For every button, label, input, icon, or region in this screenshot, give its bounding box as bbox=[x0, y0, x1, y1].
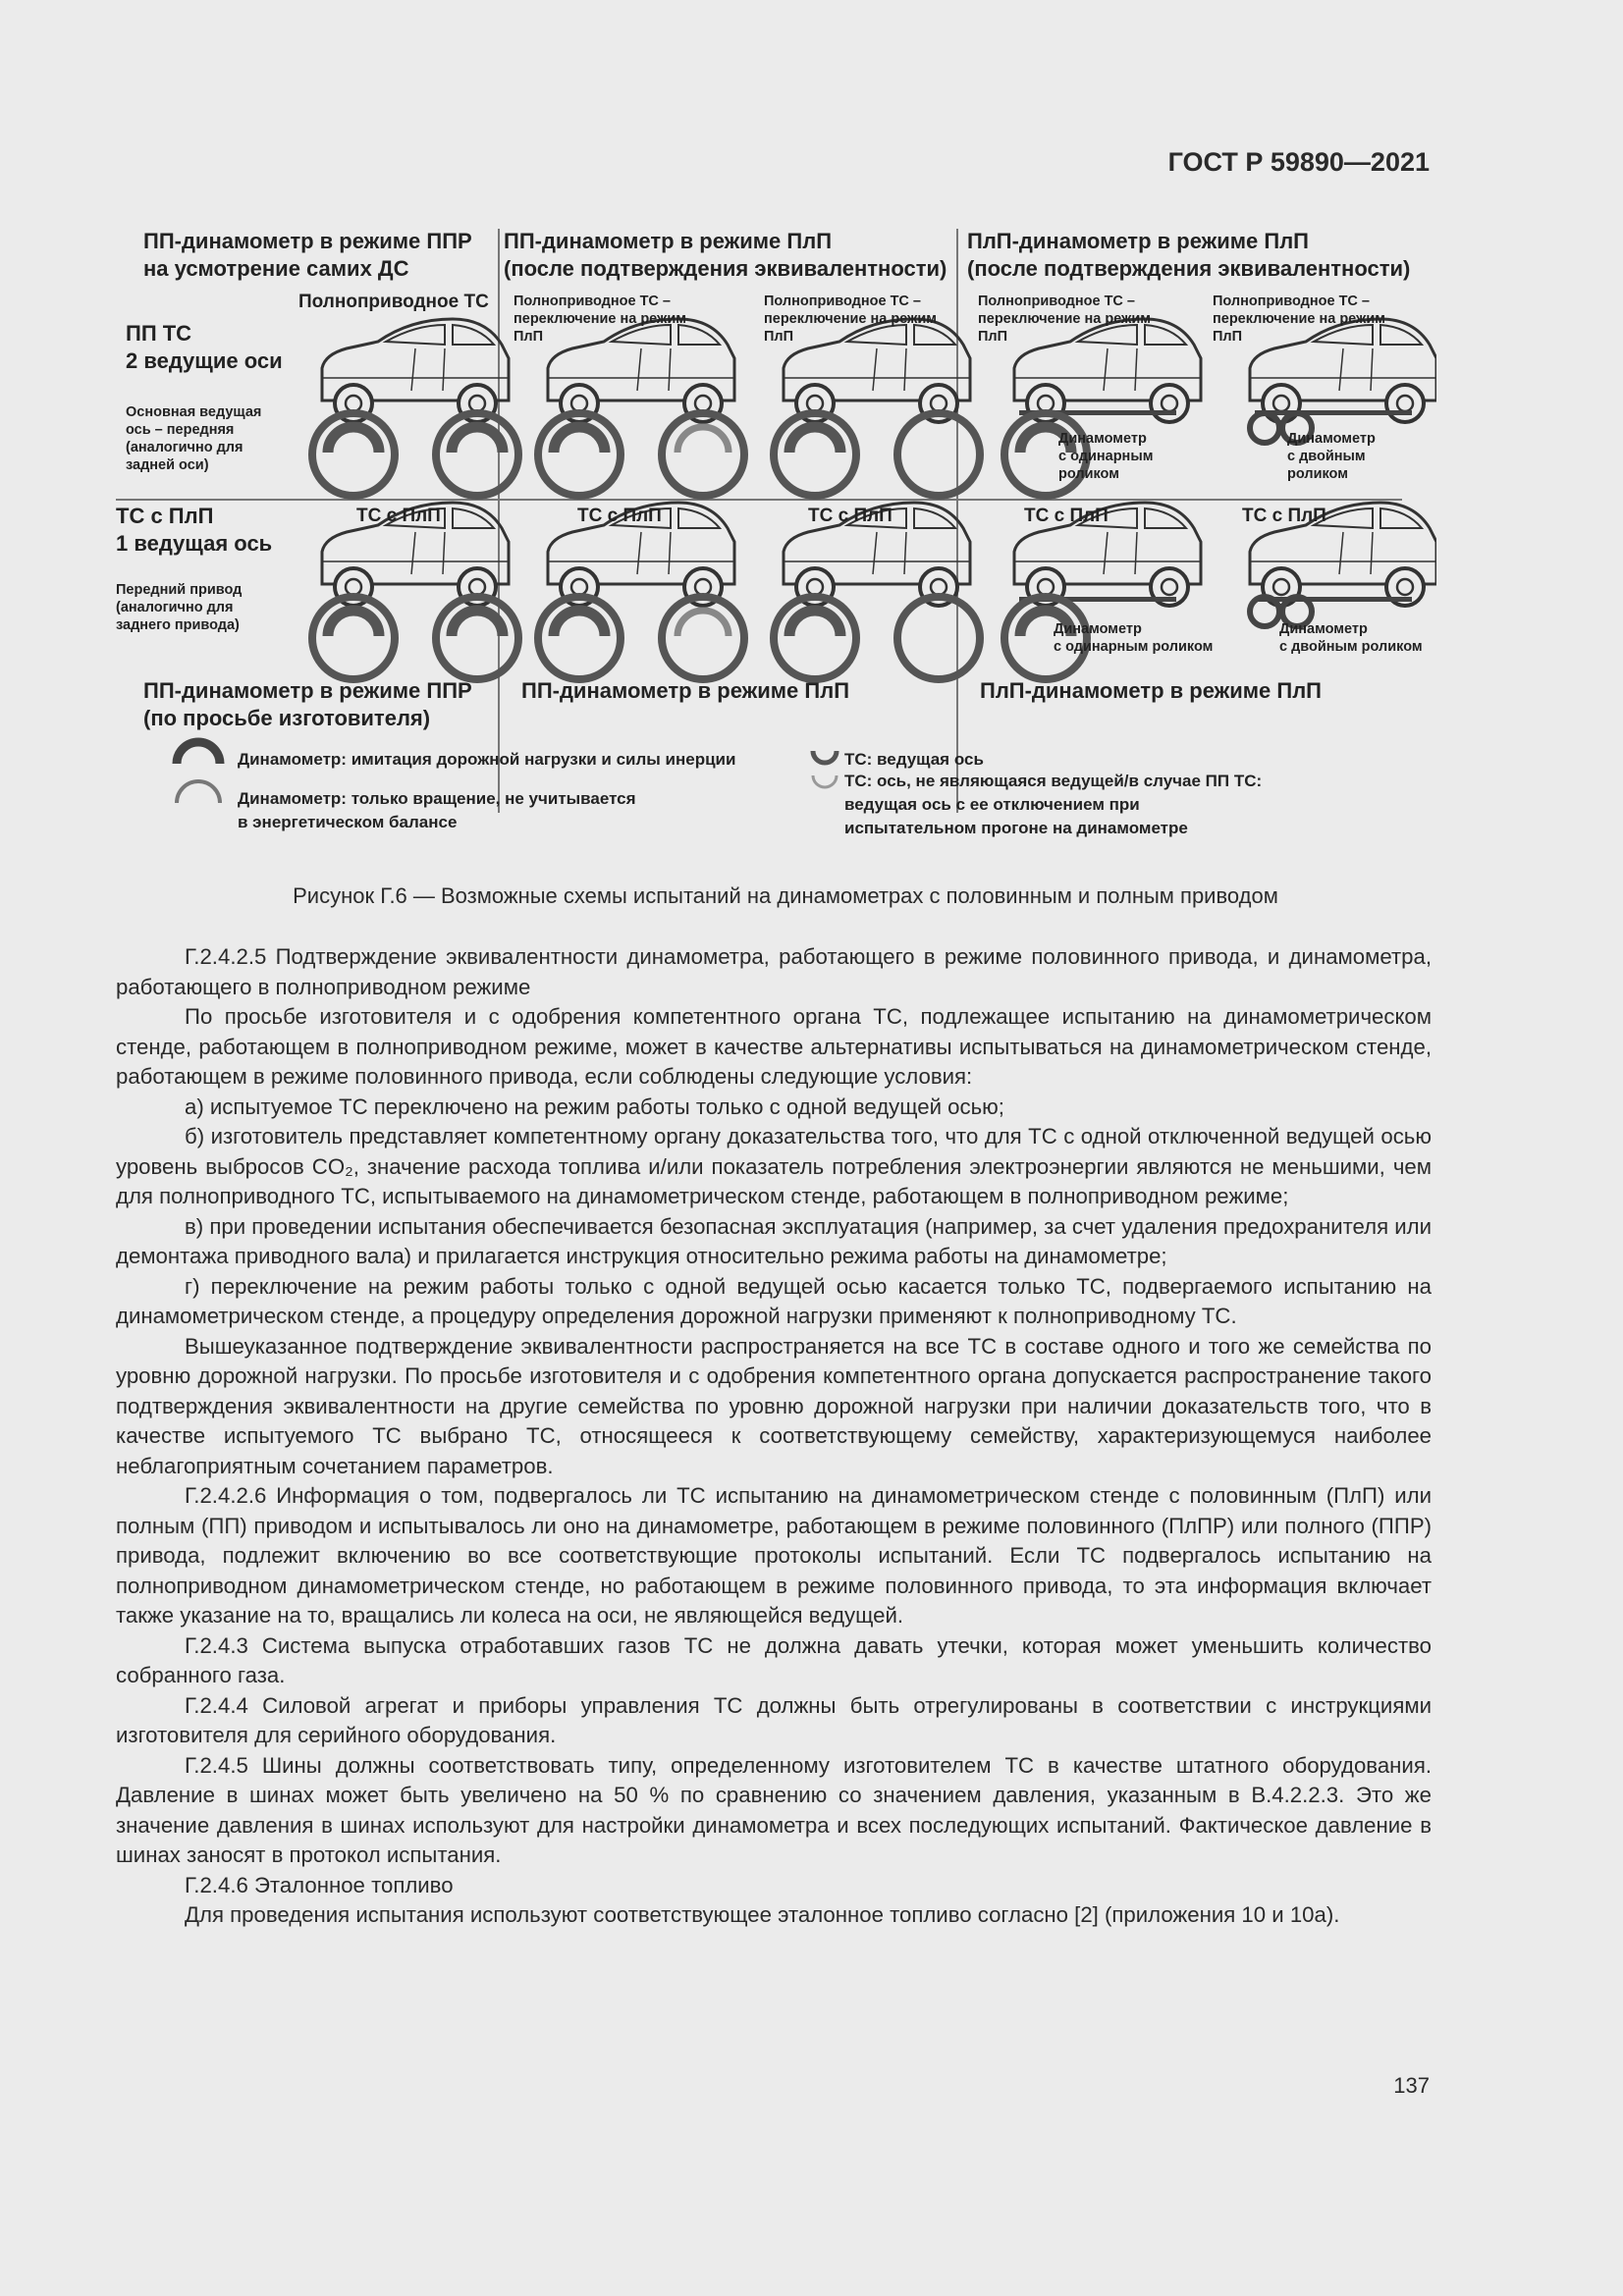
legend-dyn-rot: Динамометр: только вращение, не учитывается в энергетическом балансе bbox=[238, 789, 636, 831]
col3-title: ПлП-динамометр в режиме ПлП (после подтверждения эквивалентности) bbox=[967, 229, 1411, 281]
paragraph: Г.2.4.2.5 Подтверждение эквивалентности динамометра, работающего в режиме половинного привода, и динамометра, работающего в полноприводном режиме bbox=[116, 944, 1432, 999]
row1-label: ПП ТС 2 ведущие оси bbox=[126, 321, 283, 373]
row2-dyn-single: Динамометр с одинарным роликом bbox=[1054, 621, 1214, 655]
figure-g6 bbox=[116, 224, 1436, 852]
legend-dyn-full: Динамометр: имитация дорожной нагрузки и силы инерции bbox=[238, 750, 736, 769]
paragraph: в) при проведении испытания обеспечивается безопасная эксплуатация (например, за счет удаления предохранителя или демонтажа приводного вала) и прилагается инструкция относительно режима работы на динамометре; bbox=[116, 1213, 1432, 1268]
row2-label: ТС с ПлП 1 ведущая ось bbox=[116, 504, 273, 556]
car-label-r2c3a: ТС с ПлП bbox=[1024, 506, 1109, 526]
car-label-c1: Полноприводное ТС bbox=[298, 292, 489, 312]
col2-title: ПП-динамометр в режиме ПлП (после подтверждения эквивалентности) bbox=[504, 229, 947, 281]
paragraph: Г.2.4.2.6 Информация о том, подвергалось ли ТС испытанию на динамометрическом стенде с половинным (ПлП) или полным (ПП) приводом и испытывалось ли оно на динамометре, работающем в режиме половинного (ПлПР) или полного (ППР) привода, подлежит включению во все соответствующие протоколы испытаний. Если ТС подвергалось испытанию на полноприводном динамометрическом стенде, но работающем в режиме половинного привода, то эта информация включает также указание на то, вращались ли колеса на оси, не являющейся ведущей. bbox=[116, 1483, 1432, 1628]
standard-header: ГОСТ Р 59890—2021 bbox=[1167, 147, 1430, 177]
car-label-c2a: Полноприводное ТС – переключение на режим ПлП bbox=[514, 294, 686, 345]
paragraph: б) изготовитель представляет компетентному органу доказательства того, что для ТС с одной отключенной ведущей осью уровень выбросов CO₂, значение расхода топлива и/или показатель потребления электроэнергии являются не меньшими, чем для полноприводного ТС, испытываемого на динамометрическом стенде, работающем в полноприводном режиме; bbox=[116, 1124, 1432, 1208]
paragraph: Вышеуказанное подтверждение эквивалентности распространяется на все ТС в составе одного и того же семейства по уровню дорожной нагрузки. По просьбе изготовителя и с одобрения компетентного органа допускается распространение такого подтверждения эквивалентности на другие семейства по уровню дорожной нагрузки при наличии доказательств того, что в качестве испытуемого ТС выбрано ТС, относящееся к соответствующему семейству, характеризующемуся наиболее неблагоприятным сочетанием параметров. bbox=[116, 1333, 1432, 1478]
paragraph: а) испытуемое ТС переключено на режим работы только с одной ведущей осью; bbox=[185, 1094, 1004, 1119]
col1-title: ПП-динамометр в режиме ППР на усмотрение самих ДС bbox=[143, 229, 472, 281]
paragraph: Г.2.4.6 Эталонное топливо bbox=[185, 1872, 454, 1897]
body-text bbox=[116, 942, 1432, 1931]
car-label-r2c3b: ТС с ПлП bbox=[1242, 506, 1326, 526]
car-label-c3a: Полноприводное ТС – переключение на режим ПлП bbox=[978, 294, 1151, 345]
row1-note: Основная ведущая ось – передняя (аналогично для задней оси) bbox=[126, 404, 262, 473]
paragraph: Г.2.4.3 Система выпуска отработавших газов ТС не должна давать утечки, которая может уменьшить количество собранного газа. bbox=[116, 1632, 1432, 1687]
row2-dyn-double: Динамометр с двойным роликом bbox=[1279, 621, 1423, 655]
car-label-c3b: Полноприводное ТС – переключение на режим ПлП bbox=[1213, 294, 1385, 345]
paragraph: Г.2.4.5 Шины должны соответствовать типу, определенному изготовителем ТС в качестве штатного оборудования. Давление в шинах может быть увеличено на 50 % по сравнению со значением давления, указанным в В.4.2.2.3. Это же значение давления в шинах используют для настройки динамометра и всех последующих испытаний. Фактическое давление в шинах заносят в протокол испытания. bbox=[116, 1752, 1432, 1867]
row1-dyn-double: Динамометр с двойным роликом bbox=[1287, 431, 1376, 482]
paragraph: Для проведения испытания используют соответствующее эталонное топливо согласно [2] (приложения 10 и 10а). bbox=[185, 1902, 1340, 1927]
legend-ts-nondrive: ТС: ось, не являющаяся ведущей/в случае ПП ТС: ведущая ось с ее отключением при испытательном прогоне на динамометре bbox=[844, 772, 1263, 837]
paragraph: Г.2.4.4 Силовой агрегат и приборы управления ТС должны быть отрегулированы в соответствии с инструкциями изготовителя для серийного оборудования. bbox=[116, 1692, 1432, 1747]
bottom-title-1: ПП-динамометр в режиме ППР (по просьбе изготовителя) bbox=[143, 678, 472, 730]
car-label-c2b: Полноприводное ТС – переключение на режим ПлП bbox=[764, 294, 937, 345]
page-number: 137 bbox=[1393, 2073, 1430, 2098]
paragraph: По просьбе изготовителя и с одобрения компетентного органа ТС, подлежащее испытанию на динамометрическом стенде, работающем в полноприводном режиме, может в качестве альтернативы испытываться на динамометрическом стенде, работающем в режиме половинного привода, если соблюдены следующие условия: bbox=[116, 1004, 1432, 1089]
car-label-r2c2b: ТС с ПлП bbox=[808, 506, 893, 526]
bottom-title-2: ПП-динамометр в режиме ПлП bbox=[521, 678, 850, 703]
car-label-r2c1: ТС с ПлП bbox=[356, 506, 441, 526]
paragraph: г) переключение на режим работы только с одной ведущей осью касается только ТС, подвергаемого испытанию на динамометрическом стенде, а процедуру определения дорожной нагрузки применяют к полноприводному ТС. bbox=[116, 1273, 1432, 1328]
figure-caption: Рисунок Г.6 — Возможные схемы испытаний на динамометрах с половинным и полным приводом bbox=[293, 883, 1278, 908]
row2-note: Передний привод (аналогично для заднего привода) bbox=[116, 582, 243, 633]
legend-ts-drive: ТС: ведущая ось bbox=[844, 750, 984, 769]
bottom-title-3: ПлП-динамометр в режиме ПлП bbox=[980, 678, 1322, 703]
car-label-r2c2a: ТС с ПлП bbox=[577, 506, 662, 526]
row1-dyn-single: Динамометр с одинарным роликом bbox=[1058, 431, 1154, 482]
